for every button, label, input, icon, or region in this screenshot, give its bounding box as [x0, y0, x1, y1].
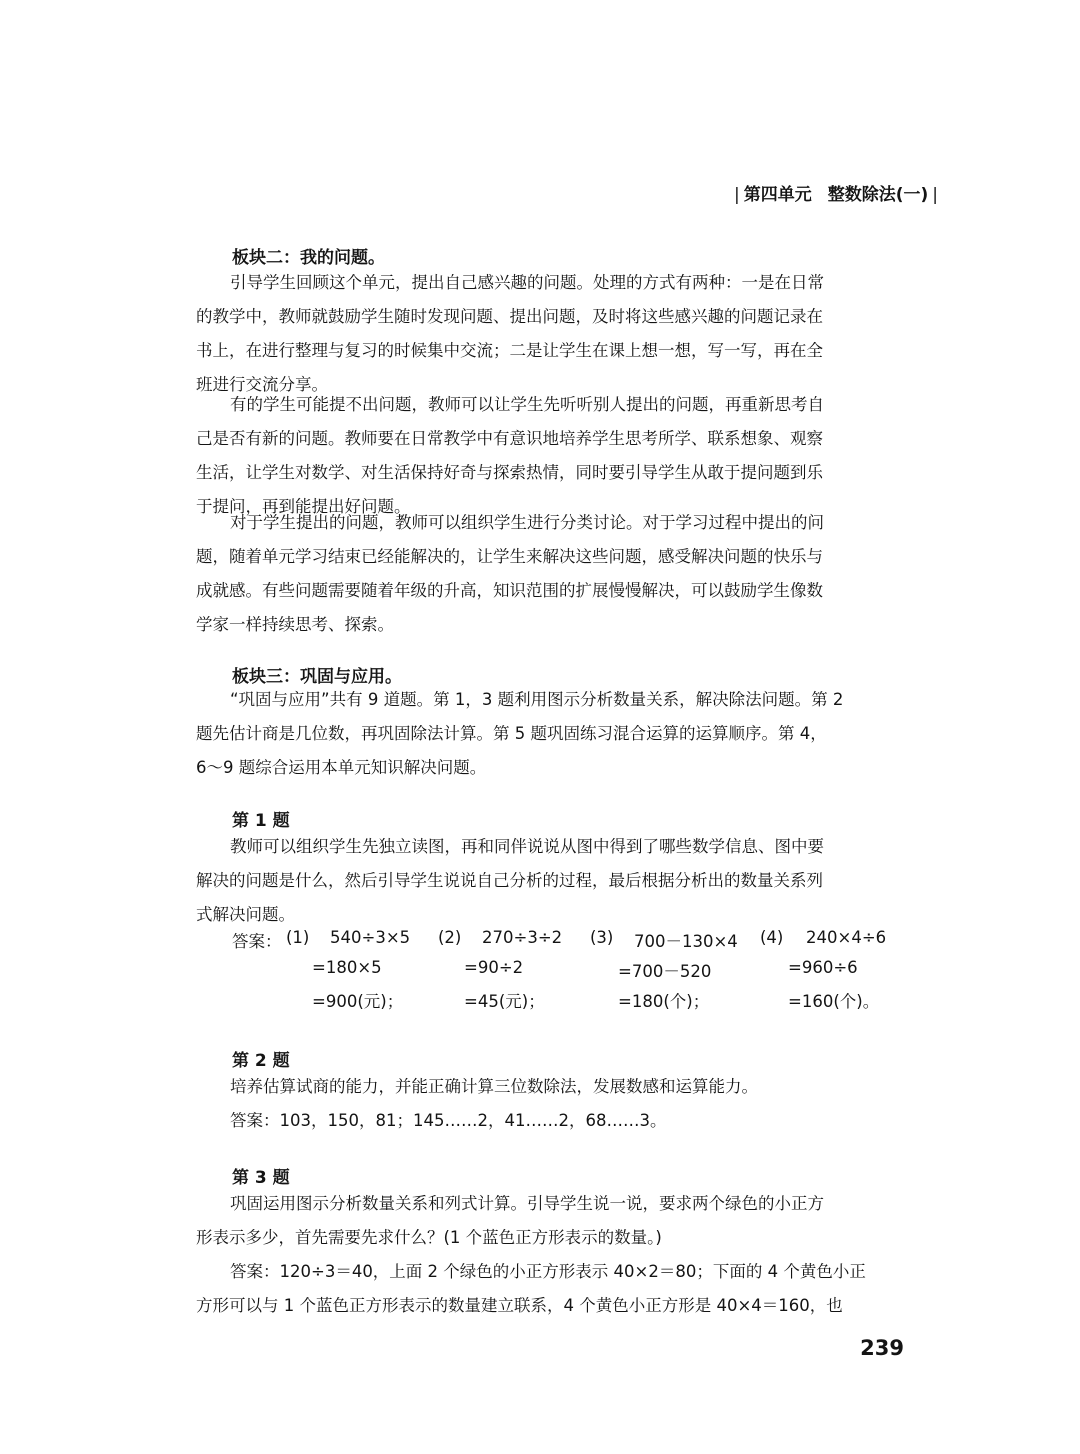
- answer-number: (1): [286, 928, 310, 947]
- paragraph: [196, 830, 904, 932]
- text-line: “巩固与应用”共有 9 道题。第 1，3 题利用图示分析数量关系，解决除法问题。第 2: [230, 690, 844, 709]
- paragraph: [196, 1070, 904, 1138]
- text-line: 培养估算试商的能力，并能正确计算三位数除法，发展数感和运算能力。: [230, 1077, 758, 1096]
- text-line: 引导学生回顾这个单元，提出自己感兴趣的问题。处理的方式有两种：一是在日常: [230, 273, 824, 292]
- answer-step: 240×4÷6: [806, 928, 887, 947]
- text-line: 成就感。有些问题需要随着年级的升高，知识范围的扩展慢慢解决，可以鼓励学生像数: [196, 581, 823, 600]
- answer-step: =90÷2: [464, 958, 524, 977]
- text-line: 于提问，再到能提出好问题。: [196, 497, 411, 516]
- paragraph: [196, 506, 904, 642]
- answer-step: =960÷6: [788, 958, 858, 977]
- question-heading: 第 1 题: [232, 811, 290, 831]
- paragraph: [196, 266, 904, 402]
- answer-step: 540÷3×5: [330, 928, 411, 947]
- answer-number: (3): [590, 928, 614, 947]
- text-line: 教师可以组织学生先独立读图，再和同伴说说从图中得到了哪些数学信息、图中要: [230, 837, 824, 856]
- header-divider: |: [733, 185, 740, 205]
- text-line: 题，随着单元学习结束已经能解决的，让学生来解决这些问题，感受解决问题的快乐与: [196, 547, 823, 566]
- answer-line: 方形可以与 1 个蓝色正方形表示的数量建立联系，4 个黄色小正方形是 40×4＝160，也: [196, 1296, 843, 1315]
- text-line: 巩固运用图示分析数量关系和列式计算。引导学生说一说，要求两个绿色的小正方: [230, 1194, 824, 1213]
- paragraph: [196, 1187, 904, 1323]
- section-heading: 板块三：巩固与应用。: [232, 667, 402, 687]
- answer-number: (4): [760, 928, 784, 947]
- text-line: 书上，在进行整理与复习的时候集中交流；二是让学生在课上想一想，写一写，再在全: [196, 341, 823, 360]
- header-divider: |: [932, 185, 938, 205]
- header-unit: 第四单元: [743, 185, 812, 205]
- text-line: 形表示多少，首先需要先求什么？(1 个蓝色正方形表示的数量。): [196, 1228, 662, 1247]
- answer-number: (2): [438, 928, 462, 947]
- text-line: 班进行交流分享。: [196, 375, 328, 394]
- answer-label: 答案：: [232, 932, 282, 951]
- text-line: 6～9 题综合运用本单元知识解决问题。: [196, 758, 487, 777]
- section-heading: 板块二：我的问题。: [232, 248, 385, 268]
- text-line: 对于学生提出的问题，教师可以组织学生进行分类讨论。对于学习过程中提出的问: [230, 513, 824, 532]
- text-line: 的教学中，教师就鼓励学生随时发现问题、提出问题，及时将这些感兴趣的问题记录在: [196, 307, 823, 326]
- paragraph: [196, 388, 904, 524]
- answer-step: =180×5: [312, 958, 382, 977]
- text-line: 己是否有新的问题。教师要在日常教学中有意识地培养学生思考所学、联系想象、观察: [196, 429, 823, 448]
- answer-line: 答案：120÷3＝40，上面 2 个绿色的小正方形表示 40×2＝80；下面的 4 个黄色小正: [230, 1262, 866, 1281]
- running-header: [730, 180, 942, 205]
- question-heading: 第 2 题: [232, 1051, 290, 1071]
- paragraph: [196, 683, 904, 785]
- text-line: 题先估计商是几位数，再巩固除法计算。第 5 题巩固练习混合运算的运算顺序。第 4，: [196, 724, 827, 743]
- page-number: 239: [860, 1336, 904, 1360]
- text-line: 学家一样持续思考、探索。: [196, 615, 394, 634]
- text-line: 解决的问题是什么，然后引导学生说说自己分析的过程，最后根据分析出的数量关系列: [196, 871, 823, 890]
- answer-step: =160(个)。: [788, 992, 880, 1011]
- text-line: 有的学生可能提不出问题，教师可以让学生先听听别人提出的问题，再重新思考自: [230, 395, 824, 414]
- answer-step: =900(元)；: [312, 992, 404, 1011]
- answer-step: =45(元)；: [464, 992, 545, 1011]
- answer-step: 270÷3÷2: [482, 928, 563, 947]
- answer-step: =180(个)；: [618, 992, 710, 1011]
- answer-line: 答案：103，150，81；145……2，41……2，68……3。: [230, 1111, 667, 1130]
- text-line: 生活，让学生对数学、对生活保持好奇与探索热情，同时要引导学生从敢于提问题到乐: [196, 463, 823, 482]
- answer-step: 700－130×4: [634, 932, 738, 951]
- text-line: 式解决问题。: [196, 905, 295, 924]
- answer-step: =700－520: [618, 962, 712, 981]
- question-heading: 第 3 题: [232, 1168, 290, 1188]
- header-title: 整数除法(一): [827, 185, 929, 205]
